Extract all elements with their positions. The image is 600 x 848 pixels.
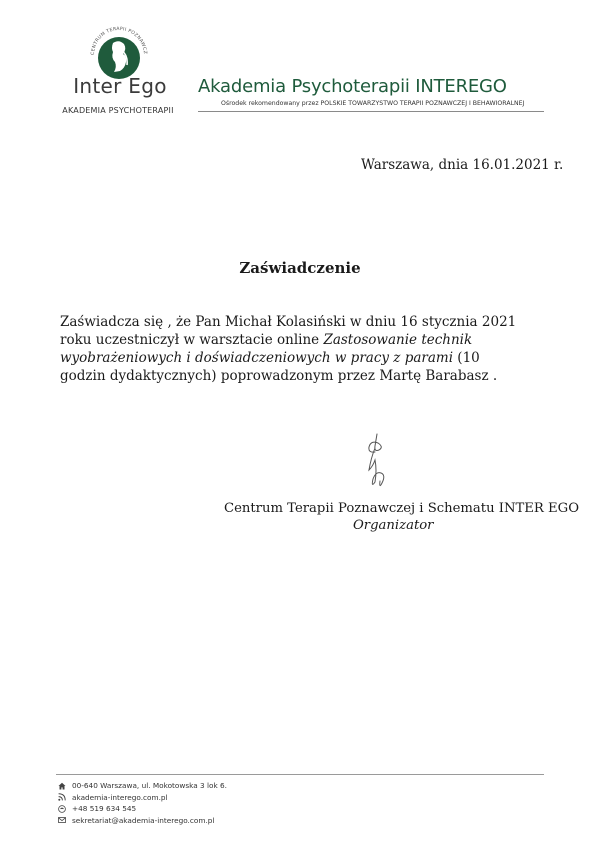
rss-icon xyxy=(58,793,66,801)
phone-icon xyxy=(58,805,66,813)
footer-contact xyxy=(58,780,227,826)
brand-name: Inter Ego xyxy=(73,74,167,98)
signer-name: Centrum Terapii Poznawczej i Schematu INTER EGO xyxy=(224,501,580,516)
footer-email-row xyxy=(58,815,227,827)
footer-address: 00-640 Warszawa, ul. Mokotowska 3 lok 6. xyxy=(72,781,227,791)
footer-address-row xyxy=(58,780,227,792)
mail-icon xyxy=(58,816,66,824)
footer-email[interactable]: sekretariat@akademia-interego.com.pl xyxy=(72,815,215,825)
certificate-text-part1: Zaświadcza się , że Pan Michał Kolasiński w dniu 16 stycznia 2021 roku uczestniczył w warsztacie online xyxy=(60,314,517,348)
footer-website[interactable]: akademia-interego.com.pl xyxy=(72,792,168,802)
signer-role: Organizator xyxy=(353,518,434,533)
footer-phone[interactable]: +48 519 634 545 xyxy=(72,804,137,814)
brand-subtitle: AKADEMIA PSYCHOTERAPII xyxy=(62,106,174,115)
seal-text: CENTRUM TERAPII POZNAWCZ xyxy=(90,26,148,56)
certificate-text xyxy=(60,313,525,385)
header-divider xyxy=(198,111,544,112)
document-title: Zaświadczenie xyxy=(239,259,361,277)
home-icon xyxy=(58,782,66,790)
certificate-text-part2: (10 godzin dydaktycznych) poprowadzonym przez Martę Barabasz . xyxy=(60,350,498,384)
footer-website-row xyxy=(58,792,227,804)
academy-title: Akademia Psychoterapii INTEREGO xyxy=(198,76,507,97)
document-date: Warszawa, dnia 16.01.2021 r. xyxy=(361,157,564,173)
signature-image xyxy=(355,428,400,493)
footer-divider xyxy=(56,774,544,775)
workshop-title: Zastosowanie technik wyobrażeniowych i doświadczeniowych w pracy z parami xyxy=(60,332,473,366)
academy-subtitle: Ośrodek rekomendowany przez POLSKIE TOWARZYSTWO TERAPII POZNAWCZEJ I BEHAWIORALNEJ xyxy=(221,100,525,107)
footer-phone-row xyxy=(58,803,227,815)
